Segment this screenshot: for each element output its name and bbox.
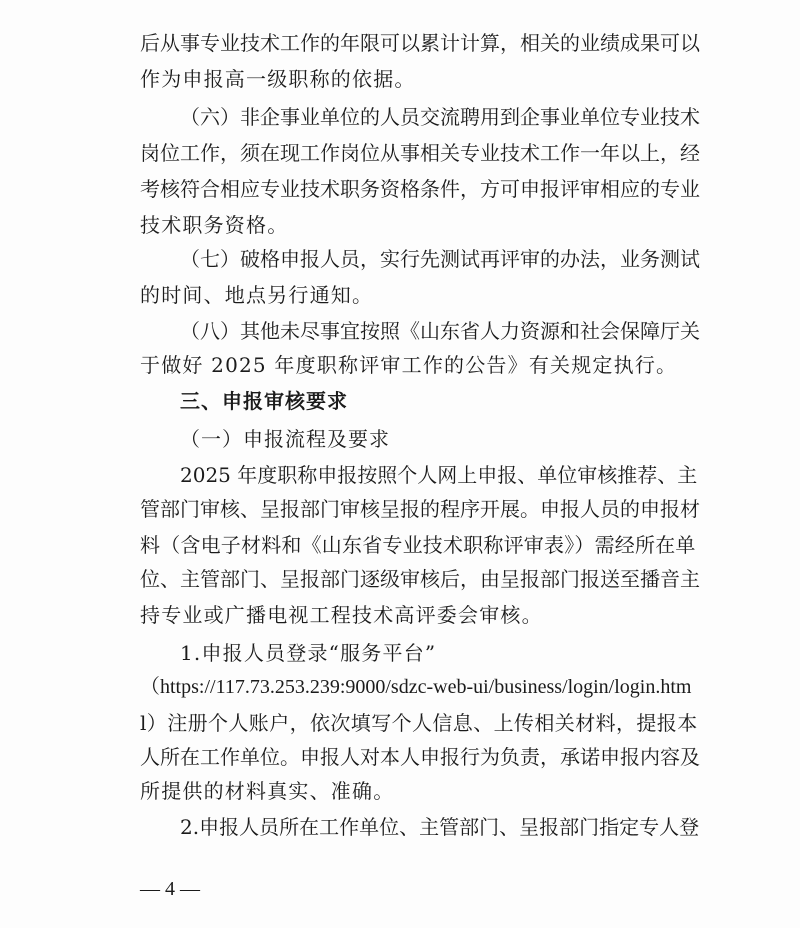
url-line: （https://117.73.253.239:9000/sdzc-web-ui/business/login/login.htm	[140, 676, 692, 698]
body-line: （六）非企事业单位的人员交流聘用到企事业单位专业技术	[180, 105, 700, 129]
section-heading: 三、申报审核要求	[180, 389, 348, 413]
body-line: （八）其他未尽事宜按照《山东省人力资源和社会保障厅关	[180, 319, 700, 343]
body-line: l）注册个人账户，依次填写个人信息、上传相关材料，提报本	[140, 711, 698, 735]
body-line: 1.申报人员登录“服务平台”	[180, 641, 437, 665]
body-line: 考核符合相应专业技术职务资格条件，方可申报评审相应的专业	[140, 177, 700, 201]
body-line: 2025 年度职称申报按照个人网上申报、单位审核推荐、主	[180, 463, 698, 487]
page-number: — 4 —	[140, 878, 200, 900]
body-line: 作为申报高一级职称的依据。	[140, 67, 416, 91]
body-line: 管部门审核、呈报部门审核呈报的程序开展。申报人员的申报材	[140, 497, 700, 521]
body-line: 持专业或广播电视工程技术高评委会审核。	[140, 603, 543, 627]
body-line: 的时间、地点另行通知。	[140, 283, 374, 307]
body-line: 所提供的材料真实、准确。	[140, 779, 395, 803]
body-line: 技术职务资格。	[140, 213, 289, 237]
body-line: 料（含电子材料和《山东省专业技术职称评审表》）需经所在单	[140, 533, 696, 557]
body-line: 于做好 2025 年度职称评审工作的公告》有关规定执行。	[140, 353, 678, 377]
body-line: 人所在工作单位。申报人对本人申报行为负责，承诺申报内容及	[140, 745, 700, 769]
body-line: 后从事专业技术工作的年限可以累计计算，相关的业绩成果可以	[140, 31, 700, 55]
body-line: （七）破格申报人员，实行先测试再评审的办法，业务测试	[180, 247, 700, 271]
subsection-heading: （一）申报流程及要求	[180, 427, 390, 451]
body-line: 岗位工作，须在现工作岗位从事相关专业技术工作一年以上，经	[140, 141, 700, 165]
body-line: 2.申报人员所在工作单位、主管部门、呈报部门指定专人登	[180, 815, 700, 839]
body-line: 位、主管部门、呈报部门逐级审核后，由呈报部门报送至播音主	[140, 567, 700, 591]
